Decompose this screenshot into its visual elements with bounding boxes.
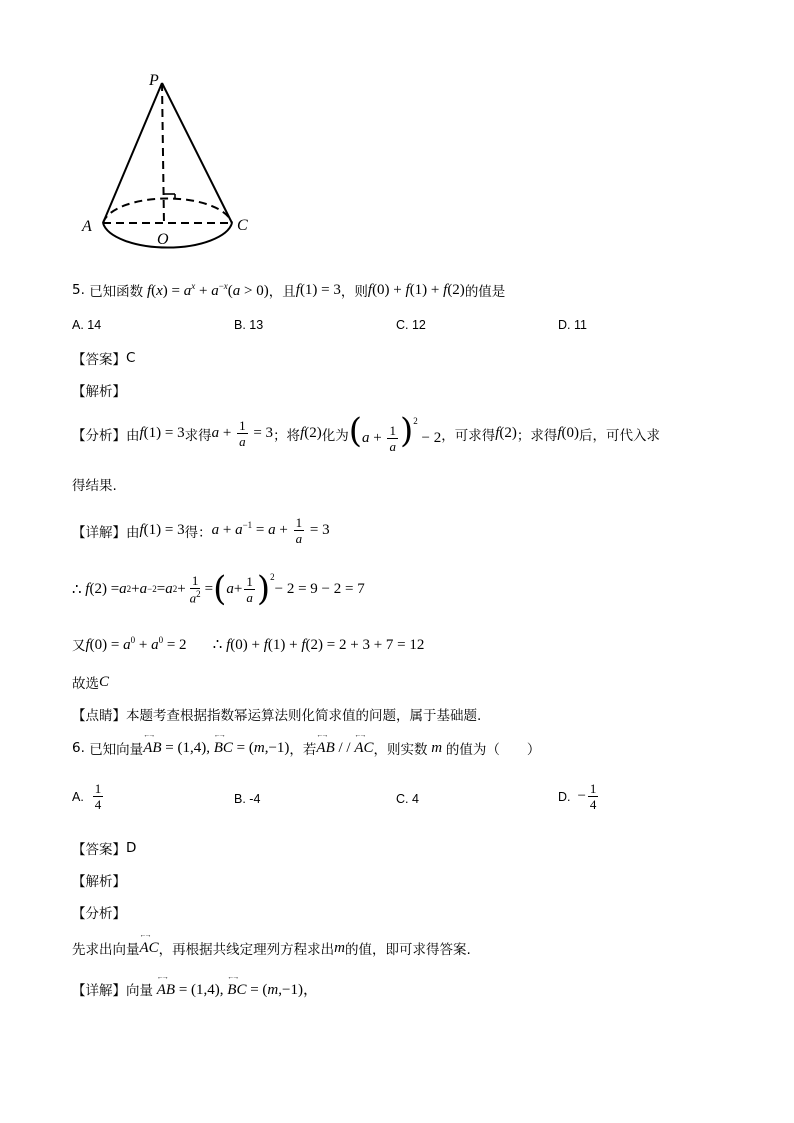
q5-dianjing	[72, 704, 481, 724]
q6-stem	[72, 738, 540, 758]
q5-fenxi-f2: f(2)	[300, 425, 322, 442]
q6-option-a-label: A.	[72, 789, 84, 804]
q5-fenxi-cond: f(1) = 3	[139, 425, 185, 442]
cone-height-dashed	[162, 83, 164, 225]
q6-answer	[72, 838, 136, 858]
q6-fenxi-1: 先求出向量	[72, 942, 140, 958]
q5-xiangjie-1: 由	[126, 524, 140, 541]
q5-function-def: $f(x) = a^x + a^{-x}(a > 0)$	[146, 280, 269, 299]
q5-fenxi-7: 后，可代入求	[579, 427, 661, 444]
q5-text-mid: ，且	[268, 284, 296, 300]
cone-left-edge	[103, 83, 162, 223]
q5-xiangjie-2: 得：	[184, 524, 212, 541]
q5-text-pre: 已知函数	[89, 284, 144, 300]
q5-dianjing-tag: 【点睛】	[72, 708, 126, 724]
q6-text-post: 的值为（ ）	[445, 742, 541, 758]
q6-option-a-frac: $\frac{1}{4}$	[94, 781, 102, 812]
q5-dianjing-text: 本题考查根据指数幂运算法则化简求值的问题，属于基础题.	[126, 708, 482, 724]
q5-option-b[interactable]: B. 13	[234, 318, 264, 332]
q6-text-mid2: ，则实数	[373, 742, 428, 758]
q6-parallel: ←→ AB / / ←→ AC	[316, 740, 373, 757]
q5-fenxi-eq: a + $\frac{1}{a}$ = 3	[211, 418, 274, 450]
q5-option-c[interactable]: C. 12	[396, 318, 426, 332]
q6-text-mid: ，若	[289, 742, 317, 758]
q5-guxuan-text: 故选	[72, 676, 99, 692]
cone-base-back-arc	[103, 198, 232, 223]
q5-xiangjie-cond: f(1) = 3	[139, 522, 185, 538]
q6-number: 6.	[72, 740, 85, 756]
label-c: C	[237, 217, 248, 234]
q6-fenxi-vec: ←→ AC	[140, 940, 159, 957]
q5-fenxi-1: 由	[126, 427, 140, 444]
q5-step-f0	[72, 634, 424, 654]
q6-analysis-tag: 【解析】	[72, 874, 126, 890]
q5-text-post: 的值是	[464, 284, 506, 300]
q5-fenxi-8: 得结果.	[72, 478, 117, 494]
q5-xiangjie-tag: 【详解】	[72, 524, 126, 541]
q5-analysis-tag: 【解析】	[72, 384, 126, 400]
q5-fenxi	[72, 411, 661, 455]
q6-option-a[interactable]	[72, 782, 105, 811]
label-p: P	[149, 72, 159, 89]
label-a: A	[82, 218, 92, 235]
q5-fenxi-f0: f(0)	[557, 425, 580, 442]
q6-xiangjie-1: 向量	[126, 982, 153, 999]
q6-option-d-label: D.	[558, 789, 571, 804]
q5-fenxi-4: 化为	[321, 427, 349, 444]
q5-number: 5.	[72, 282, 85, 298]
q6-answer-value: D	[126, 840, 137, 856]
cone-figure	[75, 65, 265, 260]
q5-option-d[interactable]: D. 11	[558, 318, 587, 332]
q5-answer	[72, 348, 135, 368]
q5-condition: f(1) = 3	[295, 281, 341, 298]
q5-fenxi-6: ；求得	[516, 427, 558, 444]
q5-target-expr: f(0) + f(1) + f(2)	[367, 281, 465, 298]
q5-xiangjie	[72, 516, 330, 545]
q6-fenxi	[72, 938, 471, 958]
q5-option-a[interactable]: A. 14	[72, 318, 102, 332]
label-o: O	[157, 231, 169, 248]
q6-option-d[interactable]	[558, 782, 600, 811]
q5-text-mid2: ，则	[340, 284, 368, 300]
q6-fenxi-2: ，再根据共线定理列方程求出	[158, 942, 335, 958]
q6-vectors: ←→ AB = (1,4), ←→ BC = (m,−1)	[143, 740, 289, 757]
q5-f0-eq: $f(0) = a^0 + a^0 = 2$ ∴ f(0) + f(1) + f(2) = 2 + 3 + 7 = 12	[85, 634, 425, 653]
q6-option-c[interactable]: C. 4	[396, 792, 419, 806]
q6-answer-tag: 【答案】	[72, 842, 126, 858]
q5-answer-value: C	[126, 350, 136, 366]
q5-you: 又	[72, 638, 86, 654]
q5-fenxi-square: (a + $\frac{1}{a}$ )$^2$ − 2	[348, 411, 442, 455]
q5-guxuan-val: C	[99, 673, 110, 690]
q6-xiangjie	[72, 978, 318, 999]
q6-option-d-value: − $\frac{1}{4}$	[577, 781, 597, 812]
q6-fenxi-tag: 【分析】	[72, 906, 126, 922]
q5-fenxi-2: 求得	[184, 427, 212, 444]
q5-step-f2: ∴ f (2) = a 2 + a −2 = a 2 + $\frac{1}{a^2}$ = ( a + $\frac{1}{a}$ ) $^2$ − 2 = 9 − 2 = 7	[72, 569, 365, 609]
q5-guxuan	[72, 672, 109, 692]
q6-fenxi-m: m	[334, 939, 346, 956]
q6-option-b[interactable]: B. -4	[234, 792, 261, 806]
q6-var-m: m	[427, 739, 446, 756]
q5-fenxi-f2b: f(2)	[495, 425, 517, 442]
q5-fenxi-3: ；将	[273, 427, 301, 444]
q5-answer-tag: 【答案】	[72, 352, 126, 368]
q5-xiangjie-eq: $a + a^{-1} = a$ + $\frac{1}{a}$ = 3	[211, 515, 330, 546]
cone-right-edge	[162, 83, 232, 223]
q6-xiangjie-tag: 【详解】	[72, 982, 126, 999]
q5-fenxi-5: ，可求得	[441, 427, 496, 444]
q5-stem	[72, 280, 505, 300]
q6-text-pre: 已知向量	[89, 742, 144, 758]
q6-fenxi-3: 的值，即可求得答案.	[345, 942, 471, 958]
q5-fenxi-tag: 【分析】	[72, 427, 126, 444]
q6-xiangjie-vectors: ←→ AB = (1,4), ←→ BC = (m,−1)，	[153, 978, 318, 999]
